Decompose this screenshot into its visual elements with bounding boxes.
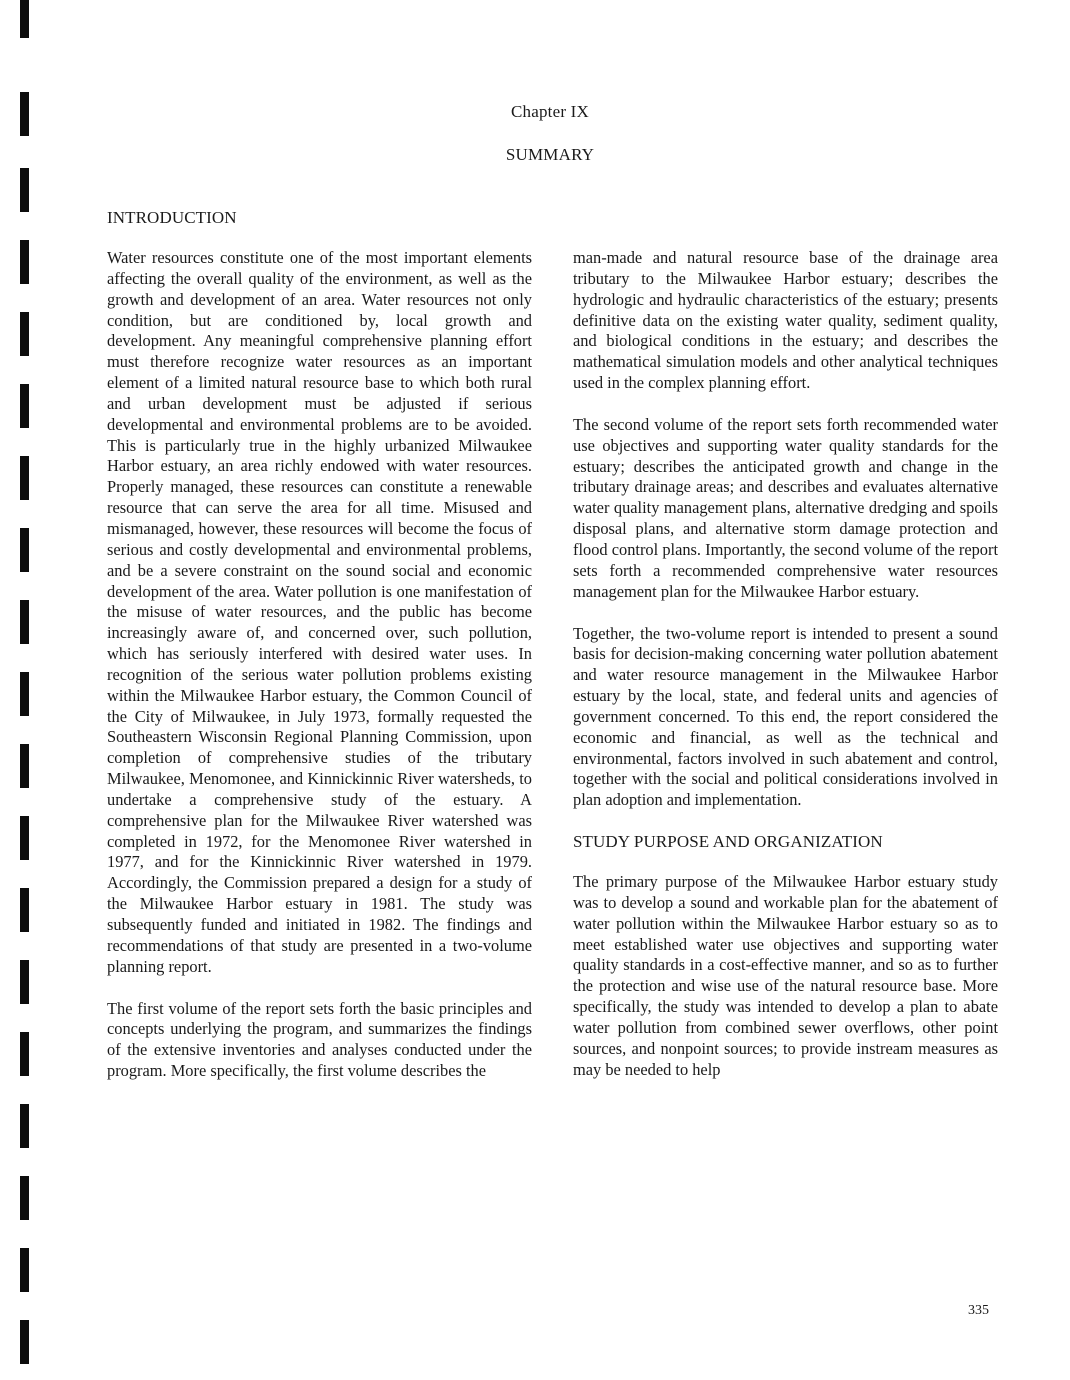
page-number: 335 <box>968 1303 989 1318</box>
section-heading-study-purpose: STUDY PURPOSE AND ORGANIZATION <box>573 832 883 852</box>
binding-mark <box>20 312 29 356</box>
binding-mark <box>20 528 29 572</box>
binding-mark <box>20 600 29 644</box>
chapter-title: SUMMARY <box>505 145 595 164</box>
paragraph: The second volume of the report sets forth recommended water use objectives and supporting water quality standards for the estuary; describes the anticipated growth and change in the tributary drainage areas; and describes and evaluates alternative water quality management plans, alternative dredging and spoils disposal plans, and alternative storm damage protection and flood control plans. Importantly, the second volume of the report sets forth a recommended comprehensive water resources management plan for the Milwaukee Harbor estuary. <box>573 414 998 601</box>
binding-mark <box>20 1032 29 1076</box>
paragraph: The first volume of the report sets forth the basic principles and concepts underlying the program, and summarizes the findings of the extensive inventories and analyses conducted under the program. More specifically, the first volume describes the <box>107 998 532 1081</box>
binding-mark <box>20 1320 29 1364</box>
binding-mark <box>20 744 29 788</box>
chapter-label: Chapter IX <box>510 102 589 121</box>
binding-mark <box>20 1104 29 1148</box>
paragraph: The primary purpose of the Milwaukee Harbor estuary study was to develop a sound and workable plan for the abatement of water pollution within the Milwaukee Harbor estuary so as to meet established water use objectives and supporting water quality standards in a cost-effective manner, and so as to further the protection and wise use of the natural resource base. More specifically, the study was intended to develop a plan to abate water pollution from combined sewer overflows, other point sources, and nonpoint sources; to provide instream measures as may be needed to help <box>573 872 998 1079</box>
right-column <box>573 248 998 1081</box>
binding-mark <box>20 960 29 1004</box>
section-heading-introduction: INTRODUCTION <box>107 208 237 227</box>
binding-mark <box>20 168 29 212</box>
binding-mark <box>20 816 29 860</box>
paragraph: man-made and natural resource base of the drainage area tributary to the Milwaukee Harbor estuary; describes the hydrologic and hydraulic characteristics of the estuary; presents definitive data on the existing water quality, sediment quality, and biological conditions in the estuary; and describes the mathematical simulation models and other analytical techniques used in the complex planning effort. <box>573 248 998 393</box>
binding-mark <box>20 0 29 38</box>
binding-mark <box>20 1176 29 1220</box>
binding-mark <box>20 1248 29 1292</box>
binding-mark <box>20 456 29 500</box>
paragraph: Together, the two-volume report is intended to present a sound basis for decision-making concerning water pollution abatement and water resource management in the Milwaukee Harbor estuary by the local, state, and federal units and agencies of government concerned. To this end, the report considered the economic and financial, as well as the technical and environmental, factors involved in such abatement and control, together with the social and political considerations involved in plan adoption and implementation. <box>573 623 998 810</box>
binding-mark <box>20 240 29 284</box>
left-column <box>107 248 532 1082</box>
paragraph: Water resources constitute one of the most important elements affecting the overall quality of the environment, as well as the growth and development of an area. Water resources not only condition, but are conditioned by, local growth and development. Any meaningful comprehensive planning effort must therefore recognize water resources as an important element of a limited natural resource base to which both rural and urban development must be adjusted if serious developmental and environmental problems are to be avoided. This is particularly true in the highly urbanized Milwaukee Harbor estuary, an area richly endowed with water resources. Properly managed, these resources can constitute a renewable resource that can serve the area for all time. Misused and mismanaged, however, these resources will become the focus of serious and costly developmental and environmental problems, and be a severe constraint on the sound social and economic development of the area. Water pollution is one manifestation of the misuse of water resources, and the public has become increasingly aware of, and concerned over, such pollution, which has seriously interfered with desired water uses. In recognition of the serious water pollution problems existing within the Milwaukee Harbor estuary, the Common Council of the City of Milwaukee, in July 1973, formally requested the Southeastern Wisconsin Regional Planning Commission, upon completion of comprehensive studies of the tributary Milwaukee, Menomonee, and Kinnickinnic River watersheds, to undertake a comprehensive study of the estuary. A comprehensive plan for the Milwaukee River watershed was completed in 1972, for the Menomonee River watershed in 1977, and for the Kinnickinnic River watershed in 1979. Accordingly, the Commission prepared a design for a study of the Milwaukee Harbor estuary in 1981. The study was subsequently funded and initiated in 1982. The findings and recommendations of that study are presented in a two-volume planning report. <box>107 248 532 976</box>
binding-mark <box>20 888 29 932</box>
binding-mark <box>20 384 29 428</box>
binding-mark <box>20 672 29 716</box>
